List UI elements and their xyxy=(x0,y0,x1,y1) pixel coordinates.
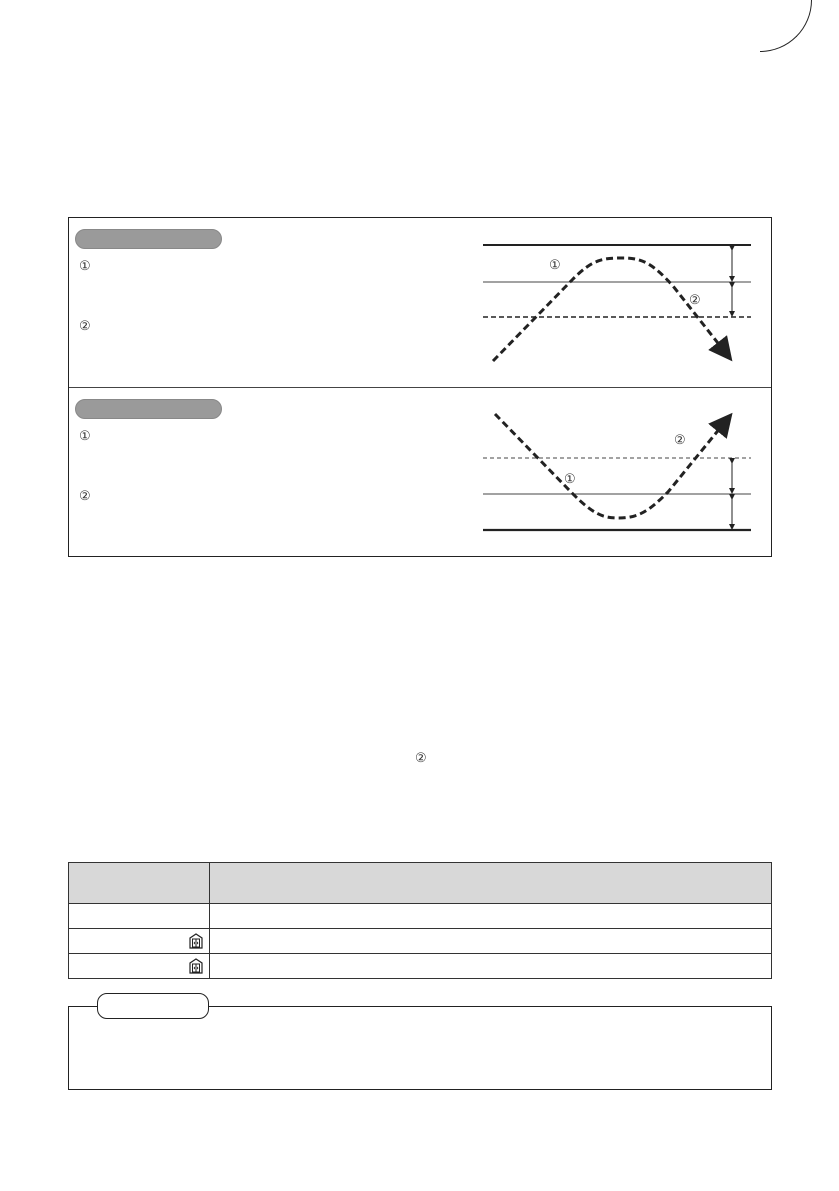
temperature-curve xyxy=(493,258,725,361)
temperature-curve xyxy=(495,414,725,518)
mode-cell xyxy=(69,929,210,954)
section-1-step-1 xyxy=(79,258,97,274)
table-row xyxy=(69,954,772,979)
section-heading-1 xyxy=(75,229,222,249)
cooling-curve-diagram xyxy=(473,234,763,374)
note-label xyxy=(97,993,209,1019)
inline-step-marker: ② xyxy=(415,750,427,765)
table-header-cell xyxy=(69,863,210,904)
table-header-row xyxy=(69,863,772,904)
section-2-step-1 xyxy=(79,428,97,444)
table-row xyxy=(69,904,772,929)
section-heading-2 xyxy=(75,399,222,419)
description-cell xyxy=(210,904,772,929)
table-header-cell xyxy=(210,863,772,904)
curve-marker-1: ① xyxy=(549,257,561,272)
panel-divider xyxy=(69,387,771,388)
curve-marker-2: ② xyxy=(689,292,701,307)
step-marker: ① xyxy=(79,258,91,273)
window-mode-icon xyxy=(189,933,203,949)
step-marker: ① xyxy=(79,428,91,443)
heating-curve-diagram xyxy=(473,404,763,544)
section-2-step-2 xyxy=(79,488,97,504)
description-cell xyxy=(210,929,772,954)
mode-cell xyxy=(69,904,210,929)
page-corner-arc xyxy=(760,0,812,52)
mode-table xyxy=(68,862,772,979)
step-marker: ② xyxy=(79,318,91,333)
description-cell xyxy=(210,954,772,979)
curve-marker-2: ② xyxy=(674,432,686,447)
section-1-step-2 xyxy=(79,318,97,334)
mode-cell xyxy=(69,954,210,979)
table-row xyxy=(69,929,772,954)
curve-marker-1: ① xyxy=(564,471,576,486)
step-marker: ② xyxy=(79,488,91,503)
window-mode-icon xyxy=(189,958,203,974)
diagram-panel xyxy=(68,217,772,557)
